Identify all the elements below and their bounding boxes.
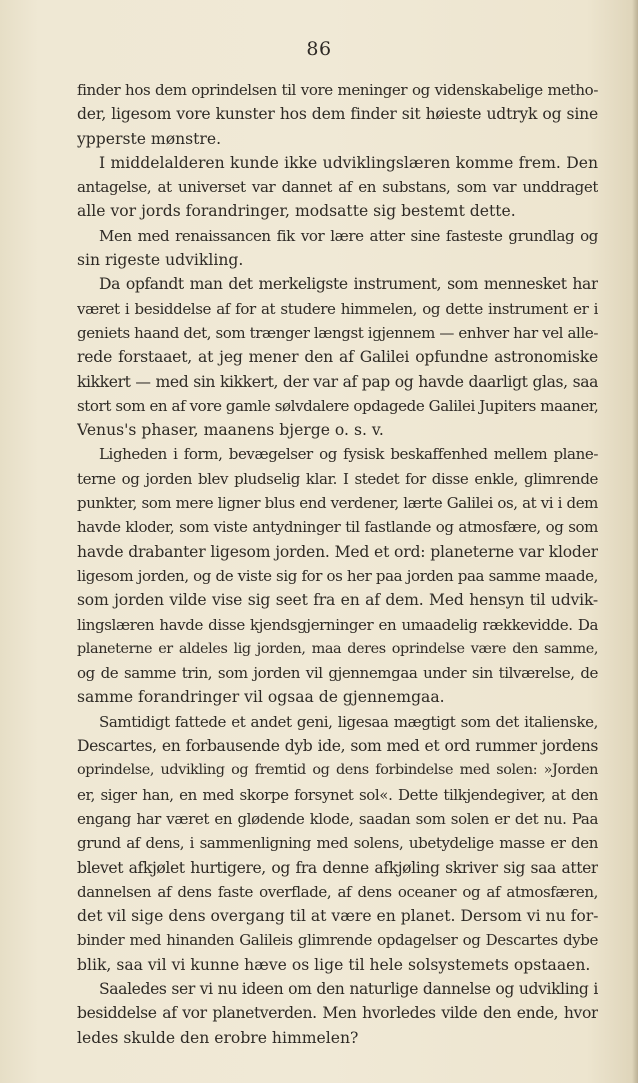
text-line: det vil sige dens overgang til at være en planet. Dersom vi nu for- [77,907,598,926]
text-line: der, ligesom vore kunster hos dem finder sit høieste udtryk og sine [77,105,598,124]
text-line: lingslæren havde disse kjendsgjerninger en umaadelig rækkevidde. Da [77,615,598,634]
text-line: finder hos dem oprindelsen til vore meninger og videnskabelige metho- [77,81,598,99]
text-line: binder med hinanden Galileis glimrende opdagelser og Descartes dybe [77,931,598,950]
text-line: oprindelse, udvikling og fremtid og dens forbindelse med solen: »Jorden [77,762,598,779]
text-line: sin rigeste udvikling. [77,251,244,270]
text-line: alle vor jords forandringer, modsatte sig bestemt dette. [77,202,516,221]
text-line: ledes skulde den erobre himmelen? [77,1028,359,1047]
text-line: havde drabanter ligesom jorden. Med et ord: planeterne var kloder [77,542,598,561]
text-line: Saaledes ser vi nu ideen om den naturlige dannelse og udvikling i [99,979,598,998]
text-line: planeterne er aldeles lig jorden, maa deres oprindelse være den samme, [77,640,598,657]
text-line: været i besiddelse af for at studere himmelen, og dette instrument er i [77,299,598,318]
text-line: ypperste mønstre. [77,129,222,148]
text-line: blevet afkjølet hurtigere, og fra denne afkjøling skriver sig saa atter [77,858,598,877]
page-edge-shadow [632,0,638,1083]
text-line: og de samme trin, som jorden vil gjennemgaa under sin tilværelse, de [77,664,598,683]
text-line: Men med renaissancen fik vor lære atter sine fasteste grundlag og [99,226,598,245]
text-line: Descartes, en forbausende dyb ide, som med et ord rummer jordens [77,737,598,756]
text-line: grund af dens, i sammenligning med solens, ubetydelige masse er den [77,834,598,853]
text-line: er, siger han, en med skorpe forsynet sol«. Dette tilkjendegiver, at den [77,785,598,804]
text-line: stort som en af vore gamle sølvdalere opdagede Galilei Jupiters maaner, [77,396,598,415]
text-line: Venus's phaser, maanens bjerge o. s. v. [77,421,384,440]
text-line: havde kloder, som viste antydninger til fastlande og atmosfære, og som [77,518,598,537]
text-line: kikkert — med sin kikkert, der var af pap og havde daarligt glas, saa [77,372,598,391]
text-line: rede forstaaet, at jeg mener den af Galilei opfundne astronomiske [77,348,598,367]
text-line: blik, saa vil vi kunne hæve os lige til hele solsystemets opstaaen. [77,955,591,974]
text-line: Da opfandt man det merkeligste instrument, som mennesket har [99,275,598,294]
text-line: punkter, som mere ligner blus end verdener, lærte Galilei os, at vi i dem [77,494,598,513]
text-line: som jorden vilde vise sig seet fra en af dem. Med hensyn til udvik- [77,591,598,610]
text-line: besiddelse af vor planetverden. Men hvorledes vilde den ende, hvor [77,1004,598,1023]
text-line: samme forandringer vil ogsaa de gjennemgaa. [77,688,445,707]
text-line: ligesom jorden, og de viste sig for os her paa jorden paa samme maade, [77,566,598,585]
text-line: engang har været en glødende klode, saadan som solen er det nu. Paa [77,809,598,828]
text-line: Samtidigt fattede et andet geni, ligesaa mægtigt som det italienske, [99,712,598,731]
text-line: terne og jorden blev pludselig klar. I stedet for disse enkle, glimrende [77,469,598,488]
page-number: 86 [306,38,332,60]
text-line: geniets haand det, som trænger længst igjennem — enhver har vel alle- [77,323,598,342]
text-line: dannelsen af dens faste overflade, af dens oceaner og af atmosfæren, [77,882,598,901]
text-line: I middelalderen kunde ikke udviklingslæren komme frem. Den [99,153,598,172]
text-line: Ligheden i form, bevægelser og fysisk beskaffenhed mellem plane- [99,445,598,464]
text-line: antagelse, at universet var dannet af en substans, som var unddraget [77,178,598,197]
body-text [77,78,598,1050]
